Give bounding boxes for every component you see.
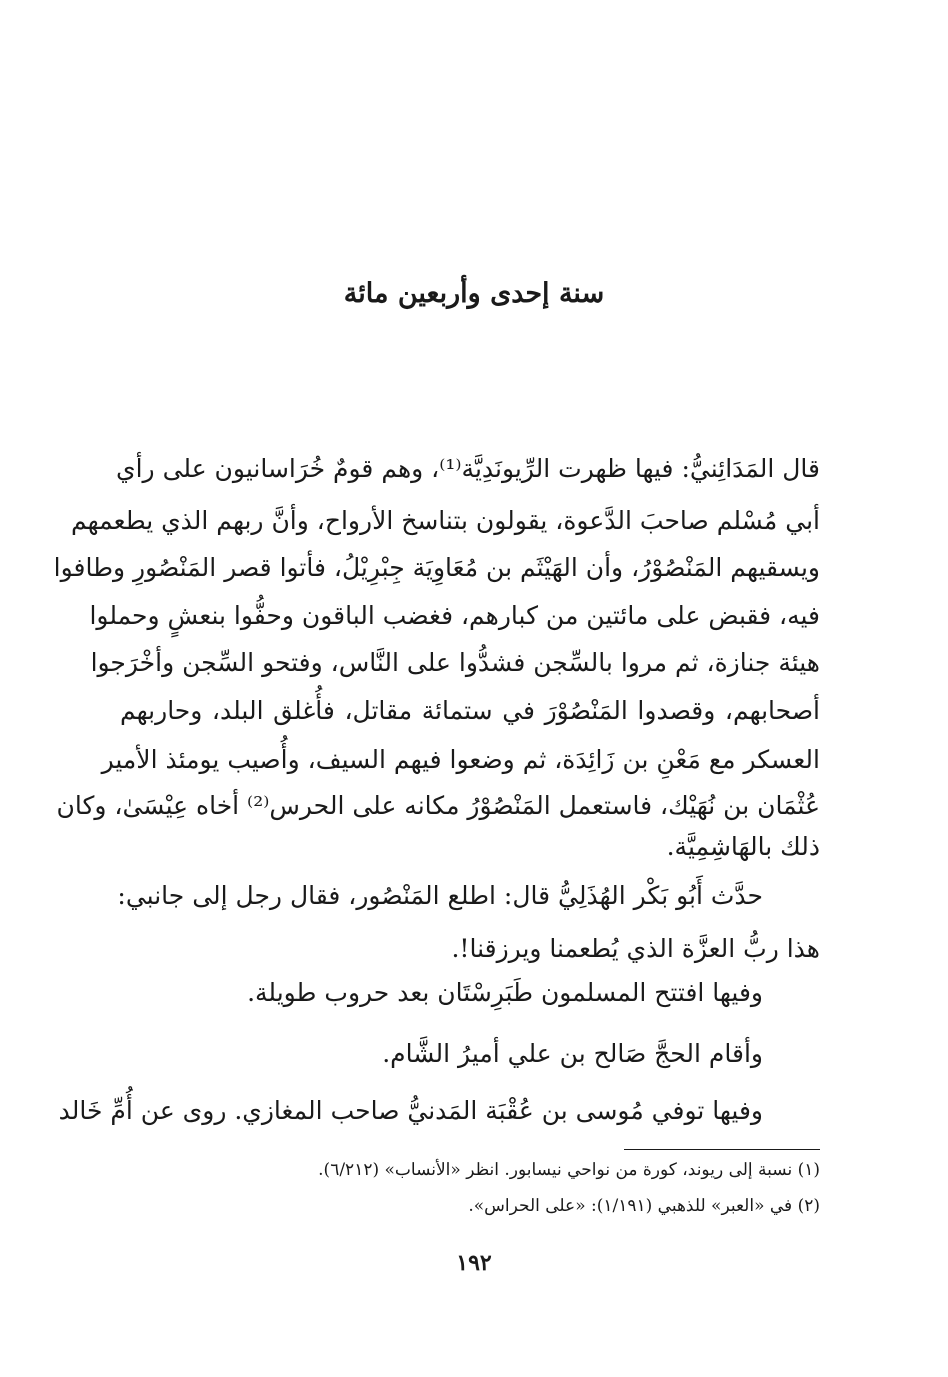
body-line-11: هذا ربُّ العزَّة الذي يُطعمنا ويرزقنا!. xyxy=(451,934,820,963)
body-line-7: العسكر مع مَعْنِ بن زَائِدَة، ثم وضعوا فيهم السيف، وأُصيب يومئذ الأمير xyxy=(101,745,820,774)
body-line-12: وفيها افتتح المسلمون طَبَرِسْتَان بعد حروب طويلة. xyxy=(247,978,763,1007)
body-line-3: ويسقيهم المَنْصُوْرُ، وأن الهَيْثَم بن مُعَاوِيَة جِبْرِيْلُ، فأتوا قصر المَنْصُورِ وطافوا xyxy=(53,553,820,582)
body-line-14: وفيها توفي مُوسى بن عُقْبَة المَدنيُّ صاحب المغازي. روى عن أُمِّ خَالد xyxy=(58,1096,763,1125)
footnote-2: (٢) في «العبر» للذهبي (١/١٩١): «على الحراس». xyxy=(468,1196,820,1216)
body-line-8: عُثْمَان بن نُهَيْك، فاستعمل المَنْصُوْرُ مكانه على الحرس⁽²⁾ أخاه عِيْسَىٰ، وكان xyxy=(56,791,820,820)
body-line-4: فيه، فقبض على مائتين من كبارهم، فغضب الباقون وحفُّوا بنعشٍ وحملوا xyxy=(89,601,820,630)
footnote-separator xyxy=(624,1149,820,1150)
page-number: ١٩٢ xyxy=(456,1250,492,1276)
footnote-1: (١) نسبة إلى ريوند، كورة من نواحي نيسابور. انظر «الأنساب» (٦/٢١٢). xyxy=(318,1160,820,1180)
body-line-1: قال المَدَائِنيُّ: فيها ظهرت الرِّيونَدِيَّة⁽¹⁾، وهم قومٌ خُرَاسانيون على رأي xyxy=(116,454,820,483)
body-line-6: أصحابهم، وقصدوا المَنْصُوْرَ في ستمائة مقاتل، فأُغلق البلد، وحاربهم xyxy=(120,696,820,725)
body-line-10: حدَّث أَبُو بَكْر الهُذَلِيُّ قال: اطلع المَنْصُور، فقال رجل إلى جانبي: xyxy=(117,881,763,910)
body-line-13: وأقام الحجَّ صَالح بن علي أميرُ الشَّام. xyxy=(382,1039,763,1068)
body-line-5: هيئة جنازة، ثم مروا بالسِّجن فشدُّوا على النَّاس، وفتحو السِّجن وأخْرَجوا xyxy=(90,648,820,677)
body-line-2: أبي مُسْلم صاحبَ الدَّعوة، يقولون بتناسخ الأرواح، وأنَّ ربهم الذي يطعمهم xyxy=(71,506,820,535)
body-line-9: ذلك بالهَاشِمِيَّة. xyxy=(666,832,820,861)
chapter-title: سنة إحدى وأربعين مائة xyxy=(343,278,605,309)
